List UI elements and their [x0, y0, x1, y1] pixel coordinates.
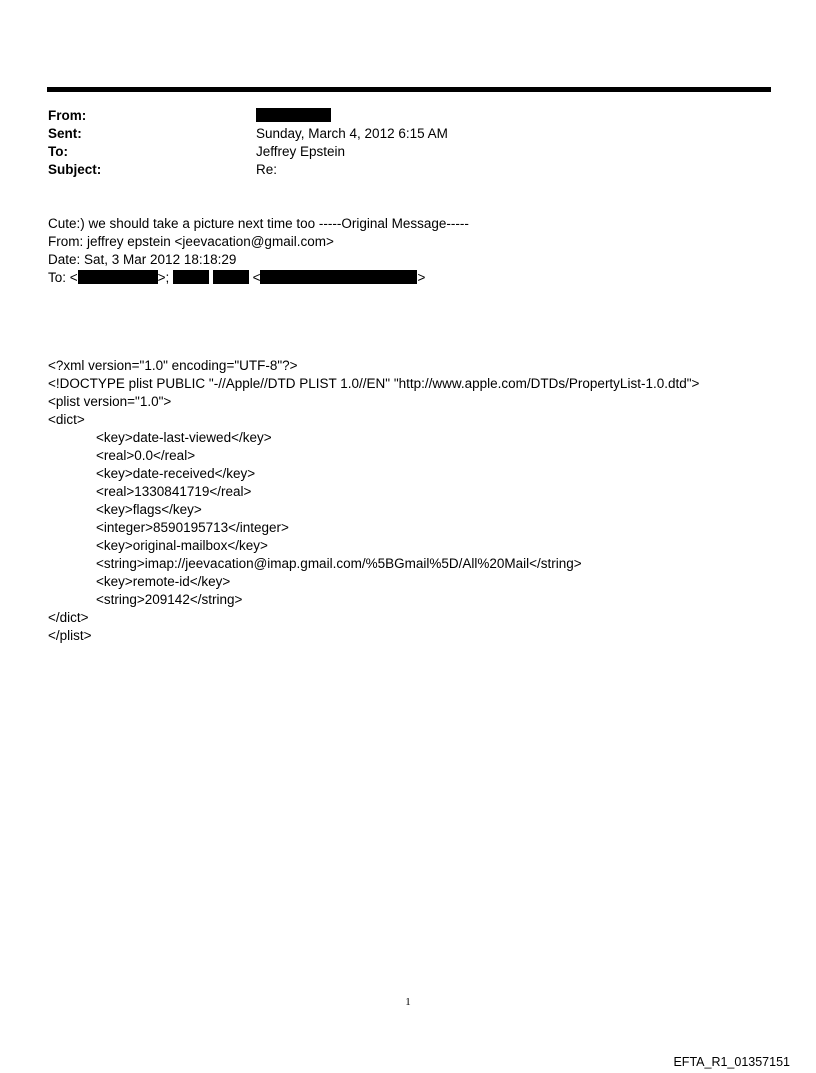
from-row: [48, 107, 748, 125]
email-header: [48, 107, 748, 179]
body-line: Cute:) we should take a picture next time too -----Original Message-----: [48, 216, 469, 231]
plist-entry: <string>imap://jeevacation@imap.gmail.com/%5BGmail%5D/All%20Mail</string>: [96, 556, 582, 571]
plist-entry: <key>original-mailbox</key>: [96, 538, 268, 553]
redaction-box: [213, 270, 249, 284]
subject-label: Subject:: [48, 162, 102, 177]
plist-line: <plist version="1.0">: [48, 394, 172, 409]
plist-line: <?xml version="1.0" encoding="UTF-8"?>: [48, 358, 298, 373]
from-value: [256, 107, 331, 125]
redaction-box: [78, 270, 158, 284]
plist-entry: <string>209142</string>: [96, 592, 243, 607]
to-value: Jeffrey Epstein: [256, 144, 346, 159]
body-line: From: jeffrey epstein <jeevacation@gmail.com>: [48, 234, 334, 249]
body-to-line: [48, 269, 768, 287]
body-line: Date: Sat, 3 Mar 2012 18:18:29: [48, 252, 237, 267]
redaction-box: [173, 270, 209, 284]
to-row: [48, 143, 748, 161]
plist-entry: <real>1330841719</real>: [96, 484, 252, 499]
sent-value: Sunday, March 4, 2012 6:15 AM: [256, 126, 448, 141]
plist-line: </dict>: [48, 610, 89, 625]
plist-entry: <key>date-last-viewed</key>: [96, 430, 272, 445]
plist-entry: <key>date-received</key>: [96, 466, 256, 481]
plist-entry: <integer>8590195713</integer>: [96, 520, 289, 535]
plist-entry: <key>remote-id</key>: [96, 574, 231, 589]
header-rule: [47, 87, 771, 92]
subject-value: Re:: [256, 162, 278, 177]
plist-entry: <real>0.0</real>: [96, 448, 196, 463]
to-separator: >;: [157, 270, 170, 285]
plist-line: <dict>: [48, 412, 85, 427]
plist-line: </plist>: [48, 628, 92, 643]
sent-label: Sent:: [48, 126, 82, 141]
sent-row: [48, 125, 748, 143]
document-id: EFTA_R1_01357151: [673, 1055, 790, 1069]
to-prefix: To: <: [48, 270, 78, 285]
redaction-box: [260, 270, 417, 284]
plist-entry: <key>flags</key>: [96, 502, 202, 517]
to-suffix: >: [417, 270, 426, 285]
to-separator: <: [252, 270, 261, 285]
subject-row: [48, 161, 748, 179]
redaction-box: [256, 108, 331, 122]
to-label: To:: [48, 144, 68, 159]
plist-line: <!DOCTYPE plist PUBLIC "-//Apple//DTD PLIST 1.0//EN" "http://www.apple.com/DTDs/PropertyList-1.0.dtd">: [48, 376, 700, 391]
from-label: From:: [48, 108, 87, 123]
email-body: [48, 215, 768, 287]
plist-block: [48, 357, 788, 645]
page-number: 1: [405, 996, 411, 1008]
